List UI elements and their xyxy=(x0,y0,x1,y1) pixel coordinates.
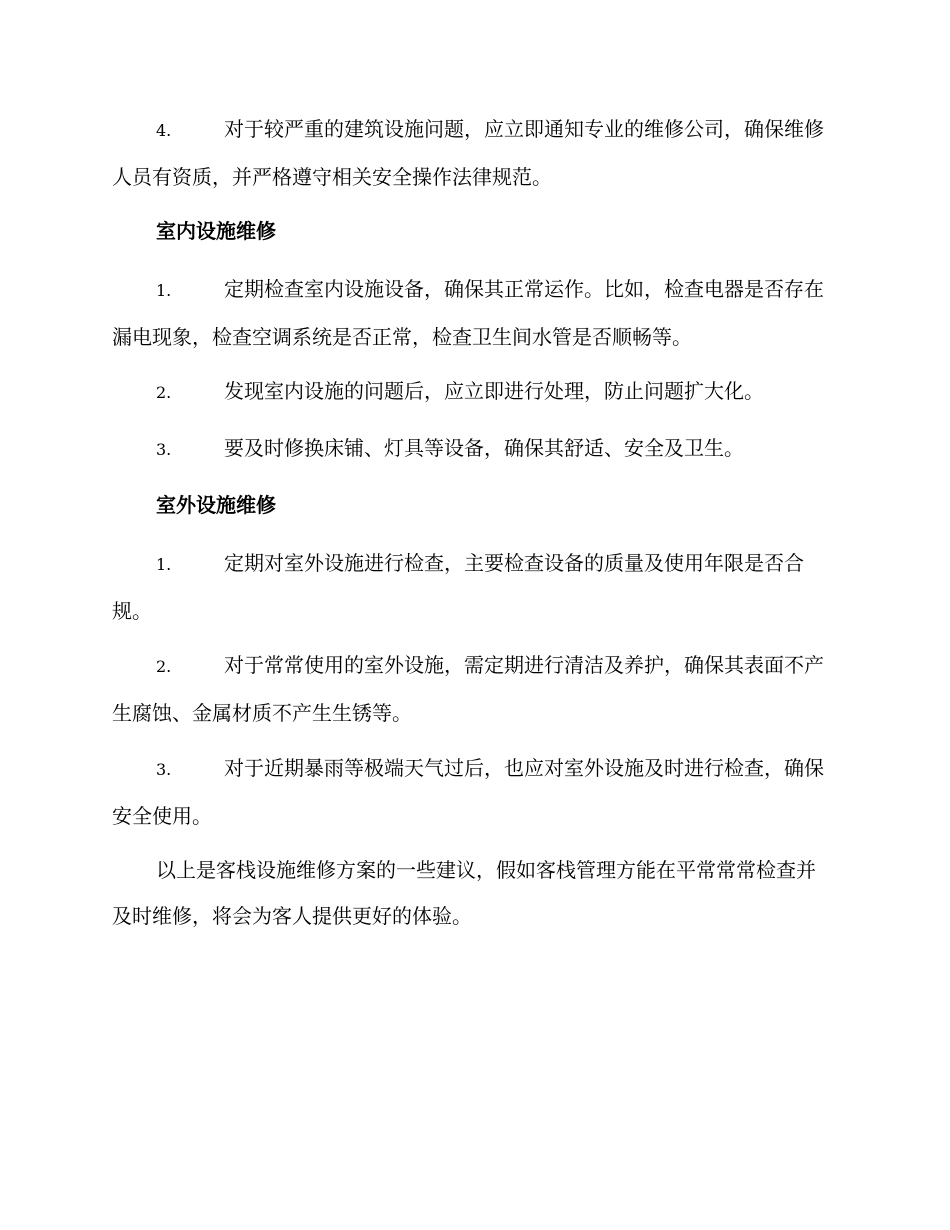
list-item-text: 定期检查室内设施设备，确保其正常运作。比如，检查电器是否存在漏电现象，检查空调系统是否正常，检查卫生间水管是否顺畅等。 xyxy=(112,277,824,349)
section-heading-outdoor: 室外设施维修 xyxy=(156,493,276,517)
list-item-outdoor-3 xyxy=(112,745,834,839)
list-item-indoor-3 xyxy=(112,425,834,473)
list-item-text: 要及时修换床铺、灯具等设备，确保其舒适、安全及卫生。 xyxy=(224,436,744,460)
section-heading-indoor: 室内设施维修 xyxy=(156,219,276,243)
list-number: 1. xyxy=(156,281,172,300)
list-number: 1. xyxy=(156,555,172,574)
list-item-outdoor-1 xyxy=(112,540,834,634)
list-item-text: 发现室内设施的问题后，应立即进行处理，防止问题扩大化。 xyxy=(224,379,764,403)
list-item-text: 定期对室外设施进行检查，主要检查设备的质量及使用年限是否合规。 xyxy=(112,551,804,623)
list-number: 2. xyxy=(156,657,172,676)
list-item-building-4 xyxy=(112,106,834,200)
list-item-text: 对于常常使用的室外设施，需定期进行清洁及养护，确保其表面不产生腐蚀、金属材质不产生生锈等。 xyxy=(112,653,824,725)
list-number: 4. xyxy=(156,121,172,140)
list-item-text: 对于较严重的建筑设施问题，应立即通知专业的维修公司，确保维修人员有资质，并严格遵守相关安全操作法律规范。 xyxy=(112,117,824,189)
conclusion-paragraph: 以上是客栈设施维修方案的一些建议，假如客栈管理方能在平常常常检查并及时维修，将会为客人提供更好的体验。 xyxy=(112,858,816,928)
list-item-outdoor-2 xyxy=(112,642,834,736)
list-number: 3. xyxy=(156,440,172,459)
list-item-text: 对于近期暴雨等极端天气过后，也应对室外设施及时进行检查，确保安全使用。 xyxy=(112,756,824,828)
list-item-indoor-2 xyxy=(112,368,834,416)
list-number: 3. xyxy=(156,760,172,779)
list-item-indoor-1 xyxy=(112,266,834,360)
list-number: 2. xyxy=(156,383,172,402)
